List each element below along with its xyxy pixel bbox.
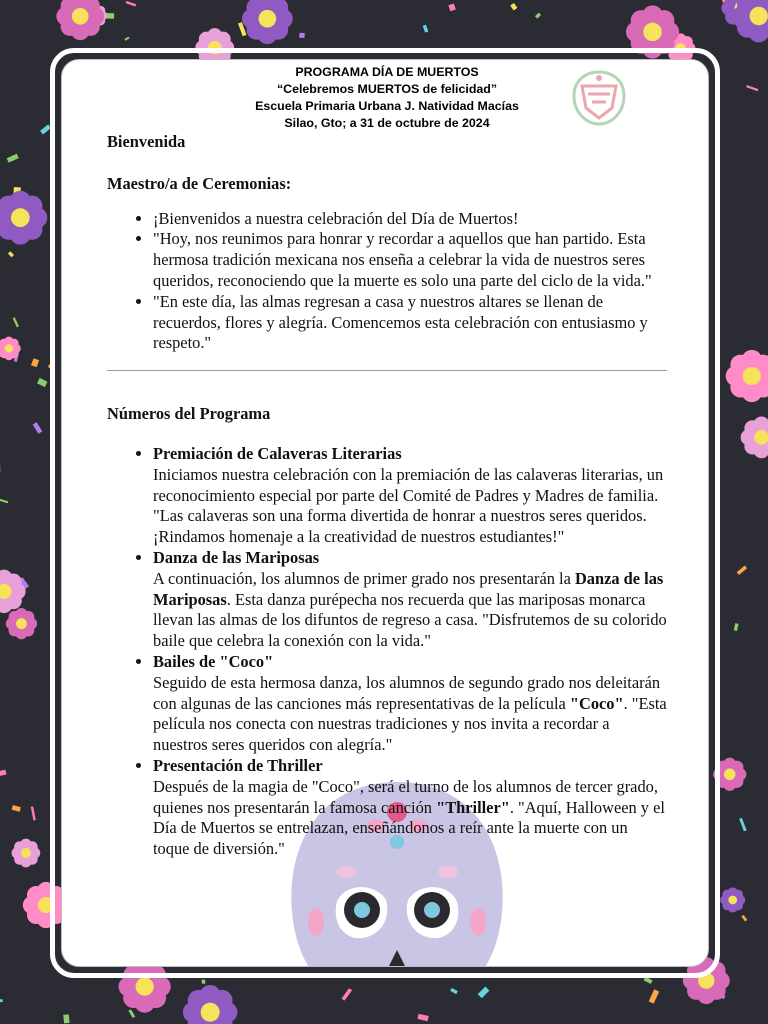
confetti-icon [535, 13, 541, 19]
confetti-icon [12, 805, 21, 812]
confetti-icon [739, 818, 746, 831]
program-item-title: Premiación de Calaveras Literarias [153, 443, 402, 463]
school-name: Escuela Primaria Urbana J. Natividad Macías [255, 99, 519, 113]
marigold-flower-icon [0, 191, 47, 245]
confetti-icon [299, 33, 305, 38]
confetti-icon [33, 422, 43, 434]
confetti-icon [450, 988, 458, 994]
confetti-icon [31, 806, 36, 820]
program-item-mariposas [153, 548, 667, 652]
confetti-icon [126, 1, 136, 7]
program-item-coco [153, 652, 667, 756]
confetti-icon [0, 770, 6, 777]
confetti-icon [734, 623, 739, 631]
confetti-icon [737, 566, 747, 575]
program-header [182, 64, 592, 132]
school-crest-icon [568, 68, 630, 128]
program-item-text: . "Aquí, Halloween y el Día de Muertos se entrelazan, enseñándonos a reír ante la muerte con un toque de diversión." [153, 797, 665, 859]
confetti-icon [13, 317, 19, 327]
marigold-flower-icon [6, 608, 37, 639]
marigold-flower-icon [741, 417, 768, 459]
confetti-icon [8, 251, 14, 257]
confetti-icon [417, 1014, 428, 1022]
confetti-icon [124, 37, 129, 41]
program-numbers-heading: Números del Programa [107, 404, 271, 424]
program-item-text: Seguido de esta hermosa danza, los alumnos de segundo grado nos deleitarán con algunas de las canciones más representativas de la película [153, 672, 661, 713]
welcome-item: • "En este día, las almas regresan a casa y nuestros altares se llenan de recuerdos, flores y alegría. Comencemos esta celebración con entusiasmo y respeto." [153, 292, 667, 354]
confetti-icon [63, 1014, 69, 1023]
confetti-icon [342, 988, 353, 1001]
welcome-heading: Bienvenida [107, 132, 186, 151]
welcome-item: • ¡Bienvenidos a nuestra celebración del Día de Muertos! [153, 209, 667, 230]
program-title: PROGRAMA DÍA DE MUERTOS [295, 65, 479, 79]
document-page [61, 59, 709, 967]
program-item-text: Después de la magia de "Coco", será el turno de los alumnos de tercer grado, quienes nos presentarán la famosa canción [153, 776, 658, 817]
confetti-icon [201, 979, 205, 984]
program-item-text: Iniciamos nuestra celebración con la premiación de las calaveras literarias, un reconocimiento especial por parte del Comité de Padres y Madres de familia. "Las calaveras son una forma divertida de honrar a nuestros seres queridos. ¡Rindamos homenaje a la creatividad de nuestros estudiantes!" [153, 464, 664, 547]
confetti-icon [478, 987, 490, 999]
program-item-title: Danza de las Mariposas [153, 547, 320, 567]
welcome-item: • "Hoy, nos reunimos para honrar y recordar a aquellos que han partido. Esta hermosa tradición mexicana nos enseña a celebrar la vida de nuestros seres queridos, reconociendo que la muerte es solo una parte del ciclo de la vida." [153, 229, 667, 291]
marigold-flower-icon [726, 350, 768, 402]
marigold-flower-icon [720, 887, 745, 912]
program-item-text: A continuación, los alumnos de primer grado nos presentarán la [153, 568, 575, 588]
program-item-title: Presentación de Thriller [153, 755, 323, 775]
location-date: Silao, Gto; a 31 de octubre de 2024 [284, 116, 490, 130]
confetti-icon [741, 915, 747, 922]
program-item-calaveras [153, 444, 667, 548]
confetti-icon [510, 3, 517, 11]
program-slogan: “Celebremos MUERTOS de felicidad” [276, 82, 498, 96]
confetti-icon [423, 25, 429, 33]
marigold-flower-icon [242, 0, 293, 44]
marigold-flower-icon [12, 839, 41, 868]
program-item-text: . "Esta película nos conecta con nuestras tradiciones y nos invita a recordar a nuestros seres queridos con alegría." [153, 693, 667, 755]
confetti-icon [31, 358, 39, 367]
program-item-highlight: Danza de las Mariposas [153, 568, 664, 609]
marigold-flower-icon [56, 0, 104, 40]
marigold-flower-icon [183, 985, 238, 1024]
program-item-text: . Esta danza purépecha nos recuerda que las mariposas monarca llevan las almas de los difuntos de regreso a casa. "Disfrutemos de su colorido baile que celebra la conexión con la vida." [153, 589, 667, 651]
program-item-thriller [153, 756, 667, 860]
program-item-highlight: "Coco" [569, 693, 624, 713]
confetti-icon [448, 4, 455, 12]
confetti-icon [649, 989, 660, 1003]
program-item-title: Bailes de "Coco" [153, 651, 274, 671]
program-item-highlight: "Thriller" [436, 797, 510, 817]
confetti-icon [0, 999, 3, 1004]
welcome-list [107, 209, 667, 355]
confetti-icon [746, 85, 758, 91]
program-content [107, 132, 667, 860]
confetti-icon [128, 1009, 135, 1018]
ceremony-master-heading: Maestro/a de Ceremonias: [107, 173, 292, 193]
confetti-icon [0, 499, 8, 503]
confetti-icon [37, 378, 47, 387]
marigold-flower-icon [0, 570, 26, 613]
marigold-flower-icon [732, 0, 768, 42]
program-list [107, 444, 667, 860]
confetti-icon [7, 154, 19, 163]
